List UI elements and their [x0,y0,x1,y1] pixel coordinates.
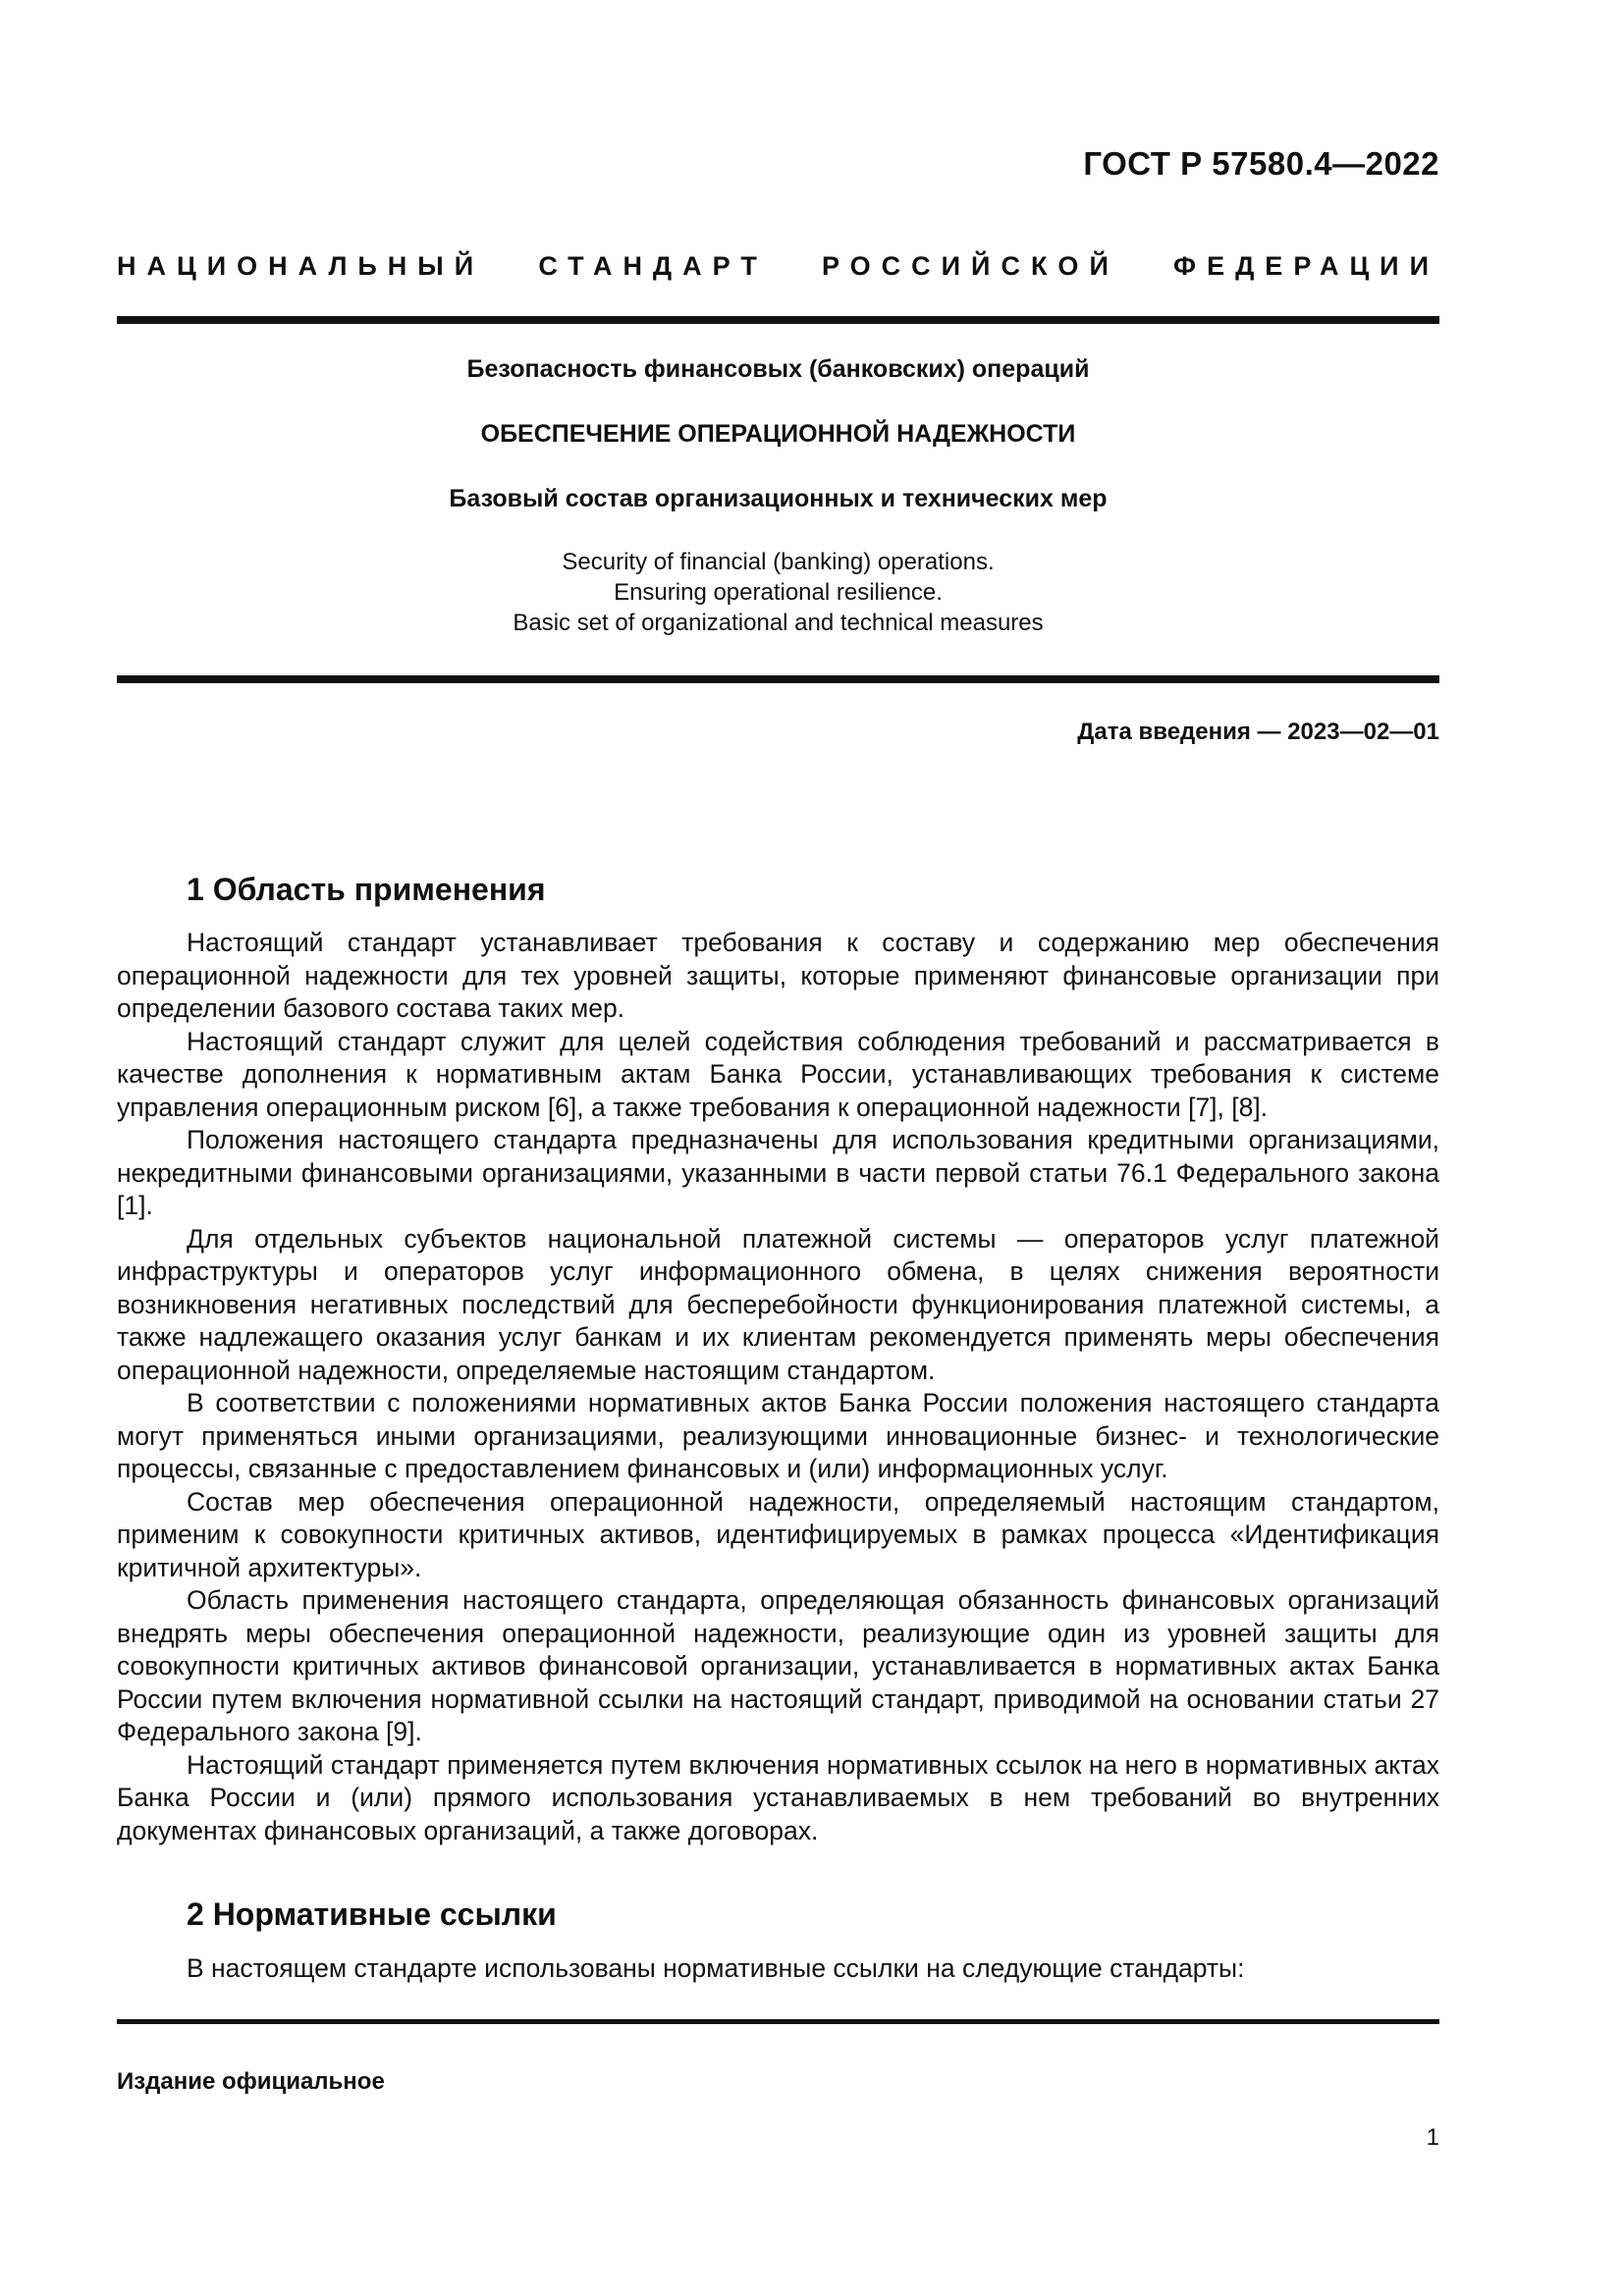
paragraph: Настоящий стандарт применяется путем включения нормативных ссылок на него в нормативных актах Банка России и (или) прямого использования устанавливаемых в нем требований во внутренних документах финансовых организаций, а также договорах. [117,1749,1439,1845]
paragraph: Положения настоящего стандарта предназначены для использования кредитными организациями, некредитными финансовыми организациями, указанными в части первой статьи 76.1 Федерального закона [1]. [117,1125,1439,1220]
section-body [117,927,1439,1847]
paragraph: В соответствии с положениями нормативных актов Банка России положения настоящего стандарта могут применяться иными организациями, реализующими инновационные бизнес- и технологические процессы, связанные с предоставлением финансовых и (или) информационных услуг. [117,1388,1439,1483]
section-body [117,1952,1439,1986]
paragraph: Настоящий стандарт служит для целей содействия соблюдения требований и рассматривается в качестве дополнения к нормативным актам Банка России, устанавливающих требования к системе управления операционным риском [6], а также требования к операционной надежности [7], [8]. [117,1026,1439,1122]
title-ru-line-1: Безопасность финансовых (банковских) операций [466,355,1090,383]
standard-number: ГОСТ Р 57580.4—2022 [1083,145,1439,182]
section-heading: 1 Область применения [187,872,546,907]
edition-label: Издание официальное [117,2068,385,2095]
paragraph: Состав мер обеспечения операционной надежности, определяемый настоящим стандартом, применим к совокупности критичных активов, идентифицируемых в рамках процесса «Идентификация критичной архитектуры». [117,1486,1439,1582]
title-ru-line-2: ОБЕСПЕЧЕНИЕ ОПЕРАЦИОННОЙ НАДЕЖНОСТИ [480,420,1076,448]
footer-rule [117,2019,1439,2024]
page-number: 1 [1426,2124,1439,2151]
title-en-line: Ensuring operational resilience. [614,579,943,606]
title-en-block [117,547,1439,638]
paragraph: Область применения настоящего стандарта, определяющая обязанность финансовых организаций внедрять меры обеспечения операционной надежности, реализующие один из уровней защиты для совокупности критичных активов финансовой организации, устанавливается в нормативных актах Банка России путем включения нормативной ссылки на настоящий стандарт, приводимой на основании статьи 27 Федерального закона [9]. [117,1585,1439,1746]
intro-date: Дата введения — 2023—02—01 [1077,719,1439,745]
title-top-rule [117,316,1439,324]
section-heading: 2 Нормативные ссылки [187,1896,557,1932]
title-ru-line-3: Базовый состав организационных и технических мер [449,485,1108,512]
title-bottom-rule [117,675,1439,683]
title-en-line: Security of financial (banking) operations. [562,549,995,575]
title-en-line: Basic set of organizational and technical measures [513,610,1044,636]
paragraph: В настоящем стандарте использованы нормативные ссылки на следующие стандарты: [187,1953,1245,1983]
paragraph: Для отдельных субъектов национальной платежной системы — операторов услуг платежной инфраструктуры и операторов услуг информационного обмена, в целях снижения вероятности возникновения негативных последствий для бесперебойности функционирования платежной системы, а также надлежащего оказания услуг банкам и их клиентам рекомендуется применять меры обеспечения операционной надежности, определяемые настоящим стандартом. [117,1223,1439,1385]
paragraph: Настоящий стандарт устанавливает требования к составу и содержанию мер обеспечения операционной надежности для тех уровней защиты, которые применяют финансовые организации при определении базового состава таких мер. [117,928,1439,1023]
national-standard-title: НАЦИОНАЛЬНЫЙ СТАНДАРТ РОССИЙСКОЙ ФЕДЕРАЦИИ [117,251,1439,281]
